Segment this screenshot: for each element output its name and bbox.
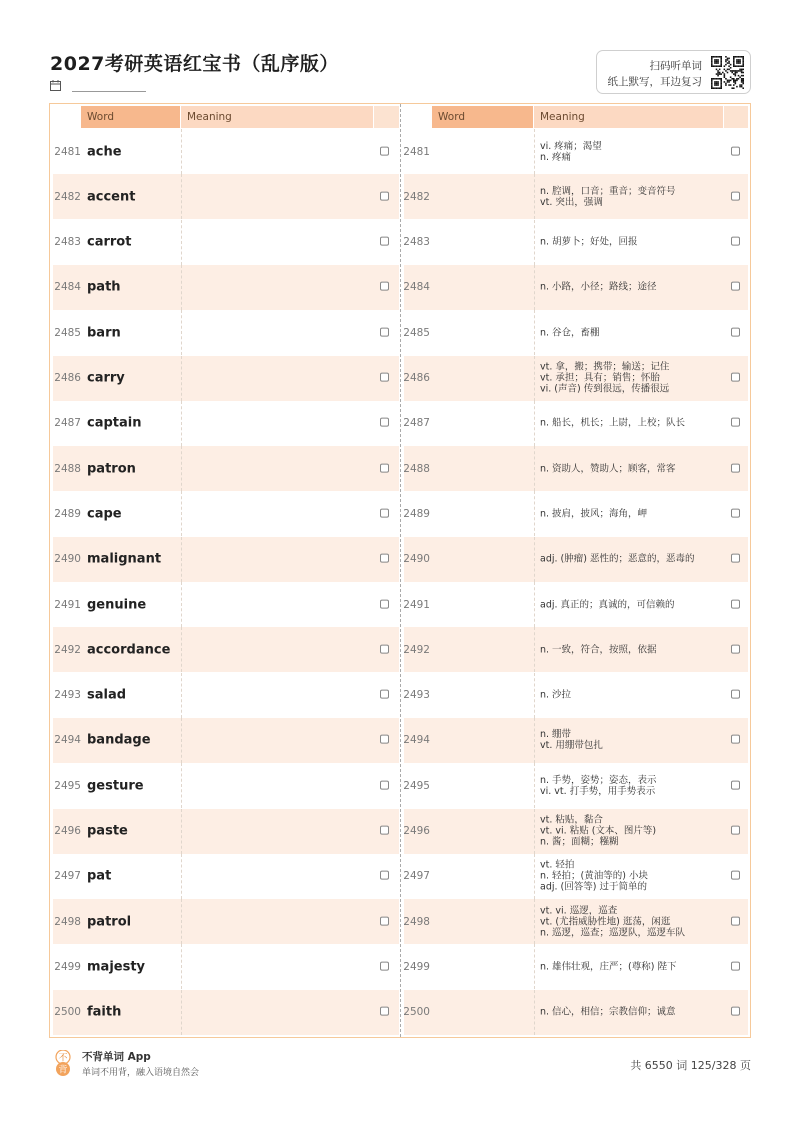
calendar-icon xyxy=(50,80,61,91)
meaning-checkbox[interactable] xyxy=(731,554,740,563)
check-column-header-right xyxy=(724,106,748,128)
cell-separator xyxy=(181,582,182,627)
qr-caption-line1: 扫码听单词 xyxy=(649,60,702,72)
cell-separator xyxy=(181,854,182,899)
entry-word: cape xyxy=(87,506,122,522)
word-checkbox[interactable] xyxy=(380,282,389,291)
entry-number: 2494 xyxy=(54,734,81,747)
entry-number: 2491 xyxy=(403,598,430,611)
word-row xyxy=(53,718,399,763)
qr-caption-line2: 纸上默写，耳边复习 xyxy=(607,76,702,88)
entry-meaning: n. 一致，符合，按照，依据 xyxy=(540,644,657,656)
entry-word: carrot xyxy=(87,234,132,250)
word-row xyxy=(53,356,399,401)
entry-number: 2487 xyxy=(403,417,430,430)
word-row xyxy=(53,491,399,536)
qr-code-icon[interactable] xyxy=(711,56,744,89)
cell-separator xyxy=(534,174,535,219)
entry-number: 2497 xyxy=(54,870,81,883)
meaning-row xyxy=(404,310,748,355)
entry-number: 2485 xyxy=(403,326,430,339)
app-logo-char-bottom: 背 xyxy=(58,1065,68,1076)
entry-word: genuine xyxy=(87,597,147,612)
cell-separator xyxy=(534,899,535,944)
meaning-row xyxy=(404,446,748,491)
word-checkbox[interactable] xyxy=(380,508,389,517)
app-logo-icon xyxy=(53,1050,73,1076)
cell-separator xyxy=(181,446,182,491)
entry-number: 2481 xyxy=(54,145,81,158)
word-checkbox[interactable] xyxy=(380,826,389,835)
cell-separator xyxy=(534,446,535,491)
meaning-checkbox[interactable] xyxy=(731,961,740,970)
entry-number: 2482 xyxy=(403,190,430,203)
entry-meaning: vi. 疼痛；渴望 n. 疼痛 xyxy=(540,140,602,163)
word-row xyxy=(53,220,399,265)
entry-number: 2486 xyxy=(403,372,430,384)
meaning-checkbox[interactable] xyxy=(731,463,740,472)
cell-separator xyxy=(181,809,182,854)
entry-word: pat xyxy=(87,868,112,884)
entry-number: 2498 xyxy=(54,915,81,928)
entry-word: faith xyxy=(87,1004,122,1020)
word-checkbox[interactable] xyxy=(380,418,389,427)
entry-word: majesty xyxy=(87,959,146,975)
word-checkbox[interactable] xyxy=(380,237,389,246)
cell-separator xyxy=(181,990,182,1035)
word-checkbox[interactable] xyxy=(380,463,389,472)
meaning-row xyxy=(404,718,748,763)
entry-number: 2492 xyxy=(403,643,430,656)
meaning-row xyxy=(404,944,748,989)
entry-number: 2485 xyxy=(54,326,81,339)
entry-number: 2496 xyxy=(403,825,430,837)
word-row xyxy=(53,809,399,854)
app-slogan: 单词不用背，融入语境自然会 xyxy=(82,1068,200,1078)
cell-separator xyxy=(534,627,535,672)
entry-number: 2500 xyxy=(54,1006,81,1019)
word-row xyxy=(53,310,399,355)
cell-separator xyxy=(181,310,182,355)
word-row xyxy=(53,537,399,582)
entry-number: 2487 xyxy=(54,417,81,430)
entry-number: 2493 xyxy=(54,689,81,702)
word-row xyxy=(53,401,399,446)
cell-separator xyxy=(181,627,182,672)
entry-number: 2483 xyxy=(403,236,430,249)
cell-separator xyxy=(534,491,535,536)
entry-number: 2493 xyxy=(403,689,430,702)
cell-separator xyxy=(534,944,535,989)
cell-separator xyxy=(534,809,535,854)
cell-separator xyxy=(181,537,182,582)
entry-meaning: n. 沙拉 xyxy=(540,689,572,701)
meaning-row xyxy=(404,537,748,582)
cell-separator xyxy=(181,265,182,310)
entry-word: gesture xyxy=(87,778,144,794)
entry-word: accent xyxy=(87,189,136,205)
meaning-checkbox[interactable] xyxy=(731,1007,740,1016)
cell-separator xyxy=(534,673,535,718)
entry-meaning: n. 腔调，口音；重音；变音符号 vt. 突出，强调 xyxy=(540,185,676,208)
entry-word: paste xyxy=(87,823,128,839)
meaning-row xyxy=(404,582,748,627)
entry-number: 2488 xyxy=(54,462,81,475)
vocab-sheet xyxy=(49,103,751,1038)
fold-divider xyxy=(400,104,401,1037)
date-blank-line xyxy=(72,91,146,92)
meaning-checkbox[interactable] xyxy=(731,871,740,880)
word-row xyxy=(53,265,399,310)
meaning-row xyxy=(404,990,748,1035)
meaning-checkbox[interactable] xyxy=(731,373,740,382)
meaning-checkbox[interactable] xyxy=(731,599,740,608)
entry-word: bandage xyxy=(87,732,151,748)
entry-number: 2500 xyxy=(403,1006,430,1019)
entry-number: 2490 xyxy=(403,553,430,566)
cell-separator xyxy=(534,763,535,808)
entry-word: path xyxy=(87,279,121,295)
entry-number: 2484 xyxy=(403,281,430,294)
word-checkbox[interactable] xyxy=(380,146,389,155)
page-info: 共 6550 词 125/328 页 xyxy=(630,1059,751,1072)
entry-meaning: n. 谷仓，畜棚 xyxy=(540,327,600,339)
entry-meaning: n. 披肩，披风；海角，岬 xyxy=(540,508,648,520)
entry-meaning: n. 手势，姿势；姿态，表示 vi. vt. 打手势，用手势表示 xyxy=(540,774,657,797)
entry-number: 2496 xyxy=(54,825,81,837)
cell-separator xyxy=(534,537,535,582)
word-checkbox[interactable] xyxy=(380,916,389,925)
cell-separator xyxy=(181,220,182,265)
cell-separator xyxy=(181,174,182,219)
meaning-column-header: Meaning xyxy=(181,106,373,128)
entry-number: 2499 xyxy=(54,960,81,973)
cell-separator xyxy=(181,491,182,536)
word-checkbox[interactable] xyxy=(380,644,389,653)
qr-caption xyxy=(608,58,703,90)
meaning-row xyxy=(404,356,748,401)
word-row xyxy=(53,899,399,944)
word-row xyxy=(53,990,399,1035)
cell-separator xyxy=(534,129,535,174)
cell-separator xyxy=(534,990,535,1035)
word-column-header: Word xyxy=(81,106,180,128)
cell-separator xyxy=(534,220,535,265)
cell-separator xyxy=(181,763,182,808)
entry-number: 2490 xyxy=(54,553,81,566)
entry-number: 2481 xyxy=(403,145,430,158)
word-checkbox[interactable] xyxy=(380,191,389,200)
entry-number: 2492 xyxy=(54,643,81,656)
entry-number: 2484 xyxy=(54,281,81,294)
meaning-row xyxy=(404,491,748,536)
word-row xyxy=(53,673,399,718)
word-row xyxy=(53,446,399,491)
entry-meaning: n. 小路，小径；路线；途径 xyxy=(540,281,657,293)
meaning-row xyxy=(404,174,748,219)
entry-number: 2495 xyxy=(403,779,430,792)
cell-separator xyxy=(534,356,535,401)
entry-number: 2499 xyxy=(403,960,430,973)
meaning-row xyxy=(404,265,748,310)
word-checkbox[interactable] xyxy=(380,780,389,789)
meaning-row xyxy=(404,627,748,672)
check-column-header xyxy=(374,106,399,128)
word-row xyxy=(53,174,399,219)
meaning-checkbox[interactable] xyxy=(731,327,740,336)
meaning-checkbox[interactable] xyxy=(731,282,740,291)
app-name: 不背单词 App xyxy=(82,1051,151,1063)
entry-number: 2488 xyxy=(403,462,430,475)
cell-separator xyxy=(181,718,182,763)
entry-meaning: n. 胡萝卜；好处，回报 xyxy=(540,236,638,248)
cell-separator xyxy=(534,854,535,899)
meaning-row xyxy=(404,763,748,808)
entry-number: 2494 xyxy=(403,734,430,747)
entry-number: 2497 xyxy=(403,870,430,883)
meaning-row xyxy=(404,854,748,899)
word-checkbox[interactable] xyxy=(380,327,389,336)
entry-meaning: n. 绷带 vt. 用绷带包扎 xyxy=(540,729,603,752)
word-checkbox[interactable] xyxy=(380,961,389,970)
entry-word: patron xyxy=(87,461,136,477)
entry-number: 2489 xyxy=(54,507,81,520)
entry-word: patrol xyxy=(87,914,132,930)
word-column-header-right: Word xyxy=(432,106,533,128)
meaning-checkbox[interactable] xyxy=(731,508,740,517)
meaning-checkbox[interactable] xyxy=(731,735,740,744)
entry-word: carry xyxy=(87,370,125,386)
cell-separator xyxy=(534,718,535,763)
meaning-row xyxy=(404,899,748,944)
cell-separator xyxy=(181,673,182,718)
cell-separator xyxy=(534,310,535,355)
entry-word: barn xyxy=(87,325,121,341)
entry-meaning: vt. vi. 巡逻，巡查 vt. (尤指威胁性地) 逛荡，闲逛 n. 巡逻，巡查；巡逻队，巡逻车队 xyxy=(540,905,686,939)
word-checkbox[interactable] xyxy=(380,554,389,563)
entry-word: malignant xyxy=(87,551,162,567)
entry-meaning: n. 信心，相信；宗教信仰；诚意 xyxy=(540,1006,676,1018)
cell-separator xyxy=(534,265,535,310)
meaning-checkbox[interactable] xyxy=(731,690,740,699)
entry-meaning: n. 船长，机长；上尉，上校；队长 xyxy=(540,417,686,429)
cell-separator xyxy=(181,356,182,401)
entry-meaning: n. 资助人，赞助人；顾客，常客 xyxy=(540,463,676,475)
cell-separator xyxy=(534,582,535,627)
word-checkbox[interactable] xyxy=(380,1007,389,1016)
word-checkbox[interactable] xyxy=(380,599,389,608)
cell-separator xyxy=(181,899,182,944)
meaning-checkbox[interactable] xyxy=(731,644,740,653)
entry-word: ache xyxy=(87,144,122,159)
entry-meaning: vt. 粘贴，黏合 vt. vi. 粘贴 (文本、图片等) n. 酱；面糊；糨糊 xyxy=(540,814,657,848)
meaning-checkbox[interactable] xyxy=(731,916,740,925)
entry-meaning: n. 雄伟壮观，庄严；(尊称) 陛下 xyxy=(540,961,677,973)
cell-separator xyxy=(181,401,182,446)
word-row xyxy=(53,944,399,989)
entry-meaning: vt. 轻拍 n. 轻拍；(黄油等的) 小块 adj. (回答等) 过于简单的 xyxy=(540,859,648,893)
entry-number: 2495 xyxy=(54,779,81,792)
meaning-row xyxy=(404,673,748,718)
entry-number: 2489 xyxy=(403,507,430,520)
meaning-checkbox[interactable] xyxy=(731,191,740,200)
entry-word: salad xyxy=(87,687,127,703)
entry-number: 2491 xyxy=(54,598,81,611)
entry-word: captain xyxy=(87,415,142,431)
entry-meaning: adj. (肿瘤) 恶性的；恶意的，恶毒的 xyxy=(540,553,695,565)
meaning-checkbox[interactable] xyxy=(731,237,740,246)
meaning-checkbox[interactable] xyxy=(731,146,740,155)
entry-number: 2486 xyxy=(54,372,81,384)
word-checkbox[interactable] xyxy=(380,871,389,880)
app-logo-char-top: 不 xyxy=(58,1053,68,1064)
meaning-row xyxy=(404,129,748,174)
word-checkbox[interactable] xyxy=(380,373,389,382)
meaning-row xyxy=(404,809,748,854)
meaning-row xyxy=(404,220,748,265)
word-row xyxy=(53,582,399,627)
entry-word: accordance xyxy=(87,642,171,658)
entry-meaning: adj. 真正的；真诚的，可信赖的 xyxy=(540,599,675,610)
meaning-row xyxy=(404,401,748,446)
entry-number: 2482 xyxy=(54,190,81,203)
word-row xyxy=(53,129,399,174)
entry-number: 2483 xyxy=(54,236,81,249)
meaning-checkbox[interactable] xyxy=(731,826,740,835)
word-row xyxy=(53,763,399,808)
document-title: 2027考研英语红宝书（乱序版） xyxy=(50,53,339,75)
meaning-checkbox[interactable] xyxy=(731,780,740,789)
meaning-column-header-right: Meaning xyxy=(534,106,723,128)
cell-separator xyxy=(181,944,182,989)
entry-meaning: vt. 拿，搬；携带；输送；记住 vt. 承担；具有；销售；怀胎 vi. (声音) 传到很远，传播很远 xyxy=(540,361,670,395)
qr-panel xyxy=(596,50,751,94)
entry-number: 2498 xyxy=(403,915,430,928)
date-field xyxy=(50,80,150,94)
cell-separator xyxy=(181,129,182,174)
word-checkbox[interactable] xyxy=(380,690,389,699)
word-row xyxy=(53,627,399,672)
cell-separator xyxy=(534,401,535,446)
word-row xyxy=(53,854,399,899)
word-checkbox[interactable] xyxy=(380,735,389,744)
meaning-checkbox[interactable] xyxy=(731,418,740,427)
